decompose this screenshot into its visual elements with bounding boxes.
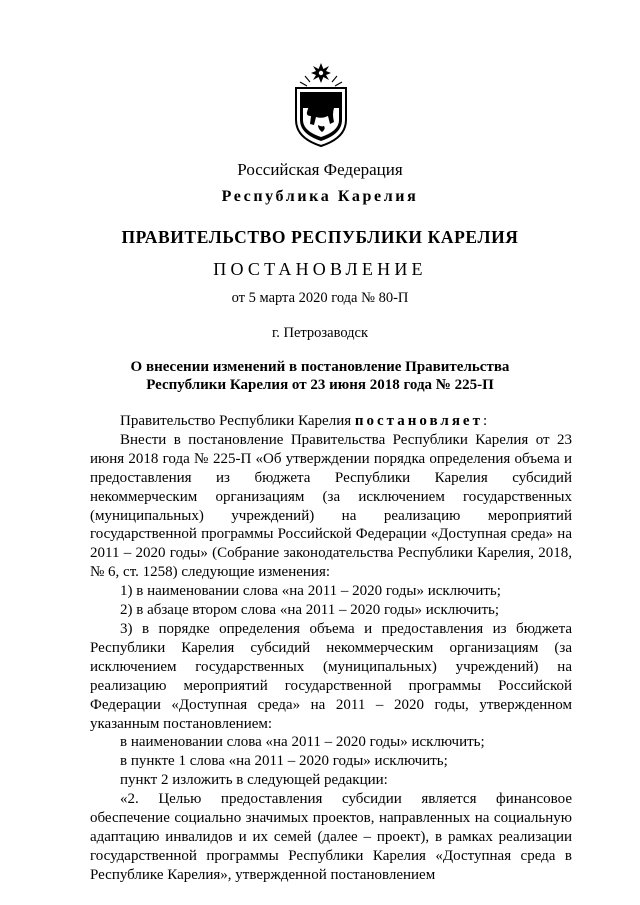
document-body bbox=[90, 412, 572, 885]
document-city: г. Петрозаводск bbox=[271, 325, 369, 341]
paragraph-3: 2) в абзаце втором слова «на 2011 – 2020 годы» исключить; bbox=[120, 602, 500, 619]
republic-name: Республика Карелия bbox=[221, 188, 419, 205]
government-name: ПРАВИТЕЛЬСТВО РЕСПУБЛИКИ КАРЕЛИЯ bbox=[121, 227, 519, 247]
document-type: ПОСТАНОВЛЕНИЕ bbox=[213, 259, 427, 279]
intro-suffix: : bbox=[482, 413, 488, 429]
paragraph-8: «2. Целью предоставления субсидии является финансовое обеспечение социально значимых проектов, направленных на социальную адаптацию инвалидов и их семей (далее – проект), в рамках реализации государственной программы Республики Карелия «Доступная среда в Республике Карелия», утвержденной постановлением bbox=[90, 791, 572, 883]
paragraph-2: 1) в наименовании слова «на 2011 – 2020 годы» исключить; bbox=[120, 583, 501, 600]
subject-line-2: Республики Карелия от 23 июня 2018 года № 225-П bbox=[146, 377, 494, 393]
paragraph-5: в наименовании слова «на 2011 – 2020 годы» исключить; bbox=[120, 734, 485, 751]
paragraph-1: Внести в постановление Правительства Республики Карелия от 23 июня 2018 года № 225-П «Об утверждении порядка определения объема и предоставления из бюджета Республики Карелия субсидий некоммерческим организациям (за исключением государственных (муниципальных) учреждений) на реализацию мероприятий государственной программы Российской Федерации «Доступная среда» на 2011 – 2020 годы» (Собрание законодательства Республики Карелия, 2018, № 6, ст. 1258) следующие изменения: bbox=[90, 431, 572, 581]
paragraph-7: пункт 2 изложить в следующей редакции: bbox=[120, 772, 388, 789]
subject-line-1: О внесении изменений в постановление Правительства bbox=[130, 359, 510, 375]
country-name: Российская Федерация bbox=[237, 160, 403, 179]
intro-paragraph bbox=[90, 412, 572, 431]
document-date: от 5 марта 2020 года № 80-П bbox=[231, 290, 409, 306]
paragraph-4: 3) в порядке определения объема и предоставления из бюджета Республики Карелия субсидий некоммерческим организациям (за исключением государственных (муниципальных) учреждений) на реализацию мероприятий государственной программы Российской Федерации «Доступная среда» на 2011 – 2020 годы, утвержденном указанным постановлением: bbox=[90, 620, 572, 732]
intro-verb: постановляет bbox=[354, 413, 483, 429]
coat-of-arms-emblem bbox=[292, 62, 350, 148]
intro-prefix: Правительство Республики Карелия bbox=[120, 413, 355, 429]
document-subject bbox=[0, 358, 640, 394]
paragraph-6: в пункте 1 слова «на 2011 – 2020 годы» исключить; bbox=[120, 753, 448, 770]
